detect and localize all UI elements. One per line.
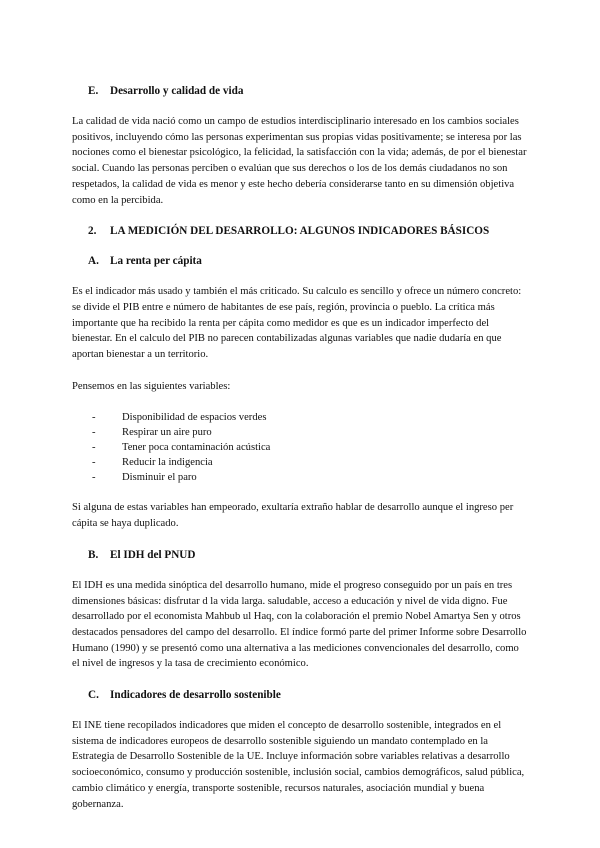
list-dash: -	[92, 472, 96, 484]
section-e-title: Desarrollo y calidad de vida	[110, 85, 244, 97]
section-b-mark: B.	[88, 548, 99, 561]
list-dash: -	[92, 412, 96, 424]
variables-list	[72, 410, 528, 485]
list-item-text: Disminuir el paro	[122, 472, 197, 484]
list-item-text: Reducir la indigencia	[122, 457, 213, 469]
list-item-text: Respirar un aire puro	[122, 427, 212, 439]
list-dash: -	[92, 442, 96, 454]
section-e-heading	[88, 84, 528, 98]
list-item	[72, 425, 528, 440]
section-b-heading	[88, 548, 528, 562]
list-item-text: Tener poca contaminación acústica	[122, 442, 271, 454]
section-e-mark: E.	[88, 85, 99, 97]
section-2-mark: 2.	[88, 225, 97, 238]
section-c-mark: C.	[88, 689, 99, 702]
list-dash: -	[92, 427, 96, 439]
section-a-title: La renta per cápita	[110, 255, 202, 268]
list-dash: -	[92, 457, 96, 469]
section-a-closing: Si alguna de estas variables han empeorado, exultaría extraño hablar de desarrollo aunque el ingreso per cápita se haya duplicado.	[72, 502, 514, 530]
list-item	[72, 410, 528, 425]
section-c-paragraph: El INE tiene recopilados indicadores que miden el concepto de desarrollo sostenible, integrados en el sistema de indicadores europeos de desarrollo sostenible siguiendo un mandato contemplado en la Estrategia de Desarrollo Sostenible de la UE. Incluye información sobre variables relativas a desarrollo socioeconómico, consumo y producción sostenible, inclusión social, cambios demográficos, salud pública, cambio climático y energía, transporte sostenible, recursos naturales, asociación mundial y buena gobernanza.	[72, 720, 525, 810]
section-b-title: El IDH del PNUD	[110, 548, 196, 561]
list-item-text: Disponibilidad de espacios verdes	[122, 412, 267, 424]
section-c-title: Indicadores de desarrollo sostenible	[110, 689, 281, 702]
section-a-mark: A.	[88, 255, 99, 268]
section-2-heading	[88, 224, 528, 238]
list-item	[72, 455, 528, 470]
section-e-paragraph: La calidad de vida nació como un campo de estudios interdisciplinario interesado en los cambios sociales positivos, incluyendo cómo las personas experimentan sus propias vidas positivamente; se interesa por las nociones como el bienestar psicológico, la felicidad, la satisfacción con la vida; además, de por el bienestar social. Cuando las personas perciben o evalúan que sus derechos o los de los demás ciudadanos no son respetados, la calidad de vida es menor y este hecho debería considerarse tanto en su dimensión objetiva como en la percibida.	[72, 116, 527, 206]
section-c-heading	[88, 688, 528, 702]
list-item	[72, 470, 528, 485]
section-2-title: LA MEDICIÓN DEL DESARROLLO: ALGUNOS INDICADORES BÁSICOS	[110, 225, 490, 238]
section-a-paragraph: Es el indicador más usado y también el más criticado. Su calculo es sencillo y ofrece un número concreto: se divide el PIB entre e número de habitantes de ese país, región, provincia o pueblo. La crítica más importante que ha recibido la renta per cápita como medidor es que es un indicador imperfecto del bienestar. En el calculo del PIB no parecen contabilizadas algunas variables que nadie dudaría en que aportan bienestar a un territorio.	[72, 286, 522, 361]
section-a-list-intro: Pensemos en las siguientes variables:	[72, 380, 231, 392]
section-b-paragraph: El IDH es una medida sinóptica del desarrollo humano, mide el progreso conseguido por un país en tres dimensiones básicas: disfrutar d la vida larga. saludable, acceso a educación y nivel de vida digno. Fue desarrollado por el economista Mahbub ul Haq, con la colaboración el premio Nobel Amartya Sen y otros destacados pensadores del campo del desarrollo. El índice formó parte del primer Informe sobre Desarrollo Humano (1990) y se presentó como una alternativa a las mediciones convencionales del desarrollo, como el nivel de ingresos y la tasa de crecimiento económico.	[72, 579, 527, 670]
list-item	[72, 440, 528, 455]
section-a-heading	[88, 254, 528, 268]
